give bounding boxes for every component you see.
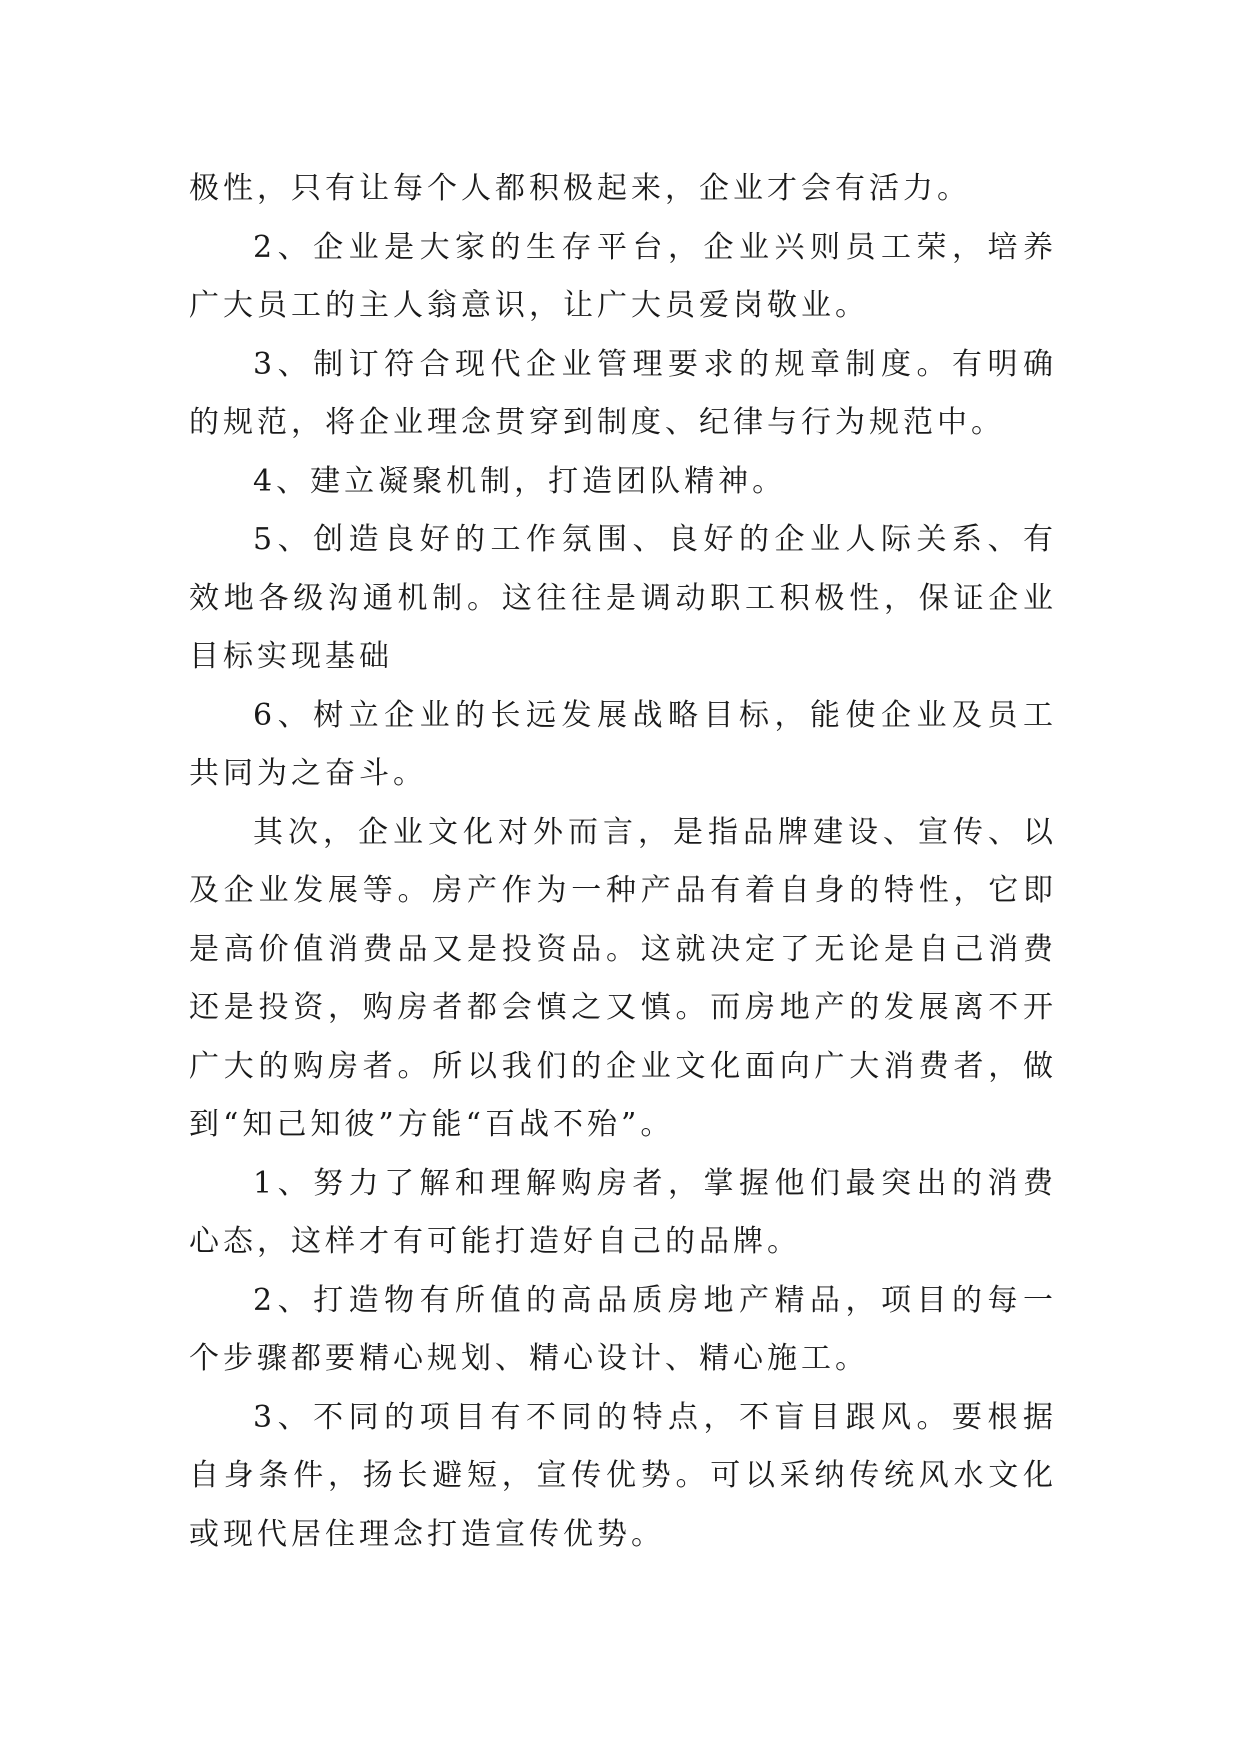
paragraph-external-culture: 其次，企业文化对外而言，是指品牌建设、宣传、以及企业发展等。房产作为一种产品有着自身的特性，它即是高价值消费品又是投资品。这就决定了无论是自己消费还是投资，购房者都会慎之又慎。而房地产的发展离不开广大的购房者。所以我们的企业文化面向广大消费者，做到“知己知彼”方能“百战不殆”。 xyxy=(189,814,1057,1142)
paragraph-item-3-rules: 3、制订符合现代企业管理要求的规章制度。有明确的规范，将企业理念贯穿到制度、纪律与行为规范中。 xyxy=(189,346,1057,440)
paragraph-continuation: 极性，只有让每个人都积极起来，企业才会有活力。 xyxy=(189,171,971,206)
document-body xyxy=(189,160,1057,1564)
paragraph-ext-item-2-quality: 2、打造物有所值的高品质房地产精品，项目的每一个步骤都要精心规划、精心设计、精心施工。 xyxy=(189,1282,1057,1376)
paragraph-item-2-platform: 2、企业是大家的生存平台，企业兴则员工荣，培养广大员工的主人翁意识，让广大员爱岗敬业。 xyxy=(189,229,1057,323)
paragraph-item-6-strategy: 6、树立企业的长远发展战略目标，能使企业及员工共同为之奋斗。 xyxy=(189,697,1057,791)
paragraph-ext-item-1-buyers: 1、努力了解和理解购房者，掌握他们最突出的消费心态，这样才有可能打造好自己的品牌。 xyxy=(189,1165,1057,1259)
paragraph-ext-item-3-features: 3、不同的项目有不同的特点，不盲目跟风。要根据自身条件，扬长避短，宣传优势。可以采纳传统风水文化或现代居住理念打造宣传优势。 xyxy=(189,1399,1057,1552)
paragraph-item-4-cohesion: 4、建立凝聚机制，打造团队精神。 xyxy=(253,463,787,499)
paragraph-item-5-atmosphere: 5、创造良好的工作氛围、良好的企业人际关系、有效地各级沟通机制。这往往是调动职工积极性，保证企业目标实现基础 xyxy=(189,522,1057,674)
